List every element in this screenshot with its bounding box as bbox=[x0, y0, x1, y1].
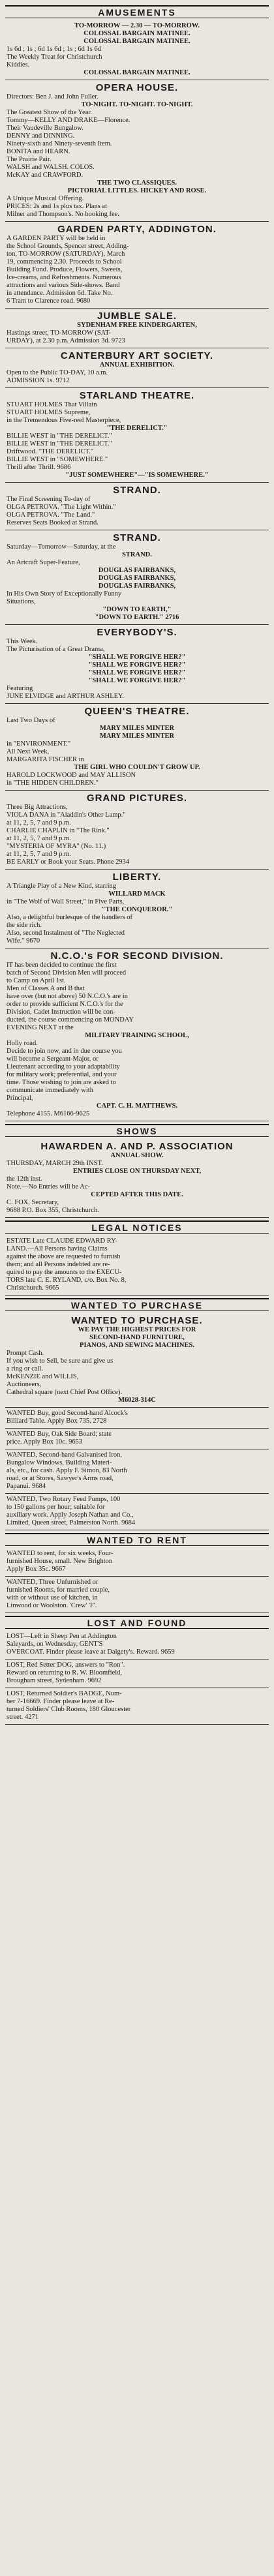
ad-line: Men of Classes A and B that bbox=[7, 985, 85, 992]
ad-line: OVERCOAT. Finder please leave at Dalgety's. Reward. 9659 bbox=[7, 1648, 175, 1656]
ad-line: The Prairie Pair. bbox=[7, 156, 52, 163]
ad-heading: HAWARDEN A. AND P. ASSOCIATION bbox=[40, 1141, 234, 1152]
ad-line: Situations, bbox=[7, 598, 36, 605]
ad-heading: WANTED TO PURCHASE. bbox=[71, 1315, 203, 1326]
ad-line: attractions and various Side-shows. Band bbox=[7, 282, 120, 289]
ad-line: Christchurch. 9665 bbox=[7, 1284, 59, 1292]
ad-line: Apply Box 35c. 9667 bbox=[7, 1566, 66, 1573]
ad-line: price. Apply Box 10c. 9653 bbox=[7, 1438, 83, 1446]
ad-line: auxiliary work. Apply Joseph Nathan and Co., bbox=[7, 1511, 134, 1519]
ad-line: BILLIE WEST in "THE DERELICT." bbox=[7, 432, 112, 440]
ad-line: at 11, 2, 5, 7 and 9 p.m. bbox=[7, 851, 71, 858]
ad-line: the 12th inst. bbox=[7, 1175, 42, 1183]
ad-line: Tommy—KELLY AND DRAKE—Florence. bbox=[7, 117, 130, 124]
ad-line: LAND.—All Persons having Claims bbox=[7, 1245, 108, 1252]
advertisement bbox=[5, 1494, 269, 1530]
ad-heading: JUMBLE SALE. bbox=[97, 311, 177, 322]
ad-line: All Next Week, bbox=[7, 748, 50, 755]
advertisement bbox=[5, 704, 269, 791]
ad-heading: EVERYBODY'S. bbox=[97, 627, 177, 638]
ad-line: WANTED to rent, for six weeks, Four- bbox=[7, 1550, 114, 1557]
ad-line: If you wish to Sell, be sure and give us bbox=[7, 1357, 114, 1365]
ad-line: Decide to join now, and in due course you bbox=[7, 1048, 122, 1055]
ad-line: TO-MORROW — 2.30 — TO-MORROW. bbox=[74, 22, 200, 29]
ad-line: URDAY), at 2.30 p.m. Admission 3d. 9723 bbox=[7, 337, 125, 344]
ad-line: ESTATE Late CLAUDE EDWARD RY- bbox=[7, 1237, 118, 1245]
ad-line: SECOND-HAND FURNITURE, bbox=[89, 1334, 185, 1341]
ad-line: ber 7-16669. Finder please leave at Re- bbox=[7, 1698, 115, 1705]
ad-line: THE GIRL WHO COULDN'T GROW UP. bbox=[74, 764, 200, 771]
ad-line: MARGARITA FISCHER in bbox=[7, 756, 84, 763]
ad-line: "SHALL WE FORGIVE HER?" bbox=[88, 677, 186, 684]
advertisement bbox=[5, 1408, 269, 1429]
advertisement bbox=[5, 625, 269, 704]
ad-line: Milner and Thompson's. No booking fee. bbox=[7, 211, 119, 218]
ad-line: to Camp on April 1st. bbox=[7, 977, 66, 984]
ad-line: 19, commencing 2.30. Proceeds to School bbox=[7, 258, 122, 265]
ad-line: the School Grounds, Spencer street, Adding- bbox=[7, 243, 129, 250]
ad-line: C. FOX, Secretary, bbox=[7, 1199, 59, 1206]
ad-line: Open to the Public TO-DAY, 10 a.m. bbox=[7, 369, 108, 376]
ad-line: ANNUAL EXHIBITION. bbox=[99, 361, 175, 369]
ad-line: batch of Second Division Men will proceed bbox=[7, 969, 127, 977]
ad-line: VIOLA DANA in "Aladdin's Other Lamp." bbox=[7, 811, 126, 819]
advertisement bbox=[5, 388, 269, 483]
ad-line: CAPT. C. H. MATTHEWS. bbox=[96, 1102, 178, 1110]
ad-line: Ice-creams, and Refreshments. Numerous bbox=[7, 274, 121, 281]
ad-line: SYDENHAM FREE KINDERGARTEN, bbox=[77, 322, 197, 329]
ad-line: OLGA PETROVA. "The Land." bbox=[7, 511, 95, 519]
ad-line: Billiard Table. Apply Box 735. 2728 bbox=[7, 1417, 107, 1425]
section-heading: LOST AND FOUND bbox=[5, 1616, 269, 1629]
ad-line: ducted, the course commencing on MONDAY bbox=[7, 1016, 134, 1023]
ad-line: als, etc., for cash. Apply F. Simon, 83 North bbox=[7, 1467, 127, 1474]
ad-line: Also, a delightful burlesque of the handlers of bbox=[7, 914, 133, 921]
ad-heading: GARDEN PARTY, ADDINGTON. bbox=[57, 224, 217, 235]
ad-line: PIANOS, AND SEWING MACHINES. bbox=[80, 1342, 194, 1349]
ad-heading: STARLAND THEATRE. bbox=[79, 390, 195, 401]
ad-line: WALSH and WALSH. COLOS. bbox=[7, 164, 95, 171]
ad-line: "THE CONQUEROR." bbox=[101, 906, 173, 913]
ad-line: Three Big Attractions, bbox=[7, 804, 68, 811]
ad-line: Telephone 4155. M6166-9625 bbox=[7, 1110, 90, 1117]
ad-heading: N.C.O.'s FOR SECOND DIVISION. bbox=[50, 950, 224, 962]
ad-line: in "THE HIDDEN CHILDREN." bbox=[7, 780, 99, 787]
ad-line: furnished Rooms, for married couple, bbox=[7, 1586, 110, 1594]
section-heading: LEGAL NOTICES bbox=[5, 1220, 269, 1234]
ad-line: LOST—Left in Sheep Pen at Addington bbox=[7, 1633, 117, 1640]
ad-line: TO-NIGHT. TO-NIGHT. TO-NIGHT. bbox=[81, 101, 193, 108]
advertisement bbox=[5, 948, 269, 1121]
ad-line: turned Soldiers' Club Rooms, 180 Gloucester bbox=[7, 1706, 131, 1713]
ad-line: WILLARD MACK bbox=[108, 890, 166, 898]
ad-line: 6 Tram to Clarence road. 9680 bbox=[7, 297, 91, 305]
ad-line: An Artcraft Super-Feature, bbox=[7, 559, 80, 566]
ad-line: communicate immediately with bbox=[7, 1087, 93, 1094]
ad-line: BE EARLY or Book your Seats. Phone 2934 bbox=[7, 858, 130, 866]
ad-line: STRAND. bbox=[122, 551, 152, 558]
ad-line: ENTRIES CLOSE ON THURSDAY NEXT, bbox=[72, 1168, 202, 1175]
ad-line: Directors: Ben J. and John Fuller. bbox=[7, 93, 99, 100]
ad-line: in "The Wolf of Wall Street," in Five Parts, bbox=[7, 898, 125, 905]
section-heading: WANTED TO RENT bbox=[5, 1533, 269, 1546]
advertisement bbox=[5, 1429, 269, 1449]
ad-line: MARY MILES MINTER bbox=[99, 725, 175, 732]
ad-line: Auctioneers, bbox=[7, 1381, 42, 1388]
ad-line: Prompt Cash. bbox=[7, 1350, 44, 1357]
ad-line: ADMISSION 1s. 9712 bbox=[7, 377, 70, 384]
ad-line: Ninety-sixth and Ninety-seventh Item. bbox=[7, 140, 112, 147]
ad-line: order to provide sufficient N.C.O.'s for the bbox=[7, 1001, 123, 1008]
ad-line: Wife." 9670 bbox=[7, 937, 40, 945]
ad-line: "JUST SOMEWHERE"—"IS SOMEWHERE." bbox=[65, 472, 209, 479]
ad-line: The Weekly Treat for Christchurch bbox=[7, 53, 102, 61]
ad-line: This Week. bbox=[7, 638, 38, 645]
ad-line: 9688 P.O. Box 355, Christchurch. bbox=[7, 1207, 99, 1214]
ad-line: DOUGLAS FAIRBANKS, bbox=[98, 583, 176, 590]
ad-line: Their Vaudeville Bungalow. bbox=[7, 125, 84, 132]
advertisement bbox=[5, 1313, 269, 1408]
section-heading: SHOWS bbox=[5, 1124, 269, 1137]
ad-line: the side rich. bbox=[7, 922, 42, 929]
ad-line: PRICES: 2s and 1s plus tax. Plans at bbox=[7, 203, 108, 210]
ad-line: DOUGLAS FAIRBANKS, bbox=[98, 567, 176, 574]
advertisement bbox=[5, 1449, 269, 1494]
advertisement bbox=[5, 1659, 269, 1688]
ad-line: Holly road. bbox=[7, 1040, 38, 1047]
ad-line: "THE DERELICT." bbox=[106, 425, 168, 432]
advertisement bbox=[5, 1688, 269, 1725]
ad-line: street. 4271 bbox=[7, 1714, 38, 1721]
ad-line: LOST, Red Setter DOG, answers to "Ron". bbox=[7, 1661, 125, 1669]
ad-line: ANNUAL SHOW. bbox=[110, 1152, 164, 1159]
ad-line: COLOSSAL BARGAIN MATINEE. bbox=[84, 30, 190, 37]
ad-line: LOST, Returned Soldier's BADGE, Num- bbox=[7, 1690, 122, 1697]
ad-line: A GARDEN PARTY will be held in bbox=[7, 235, 106, 242]
ad-line: Cathedral square (next Chief Post Office). bbox=[7, 1389, 123, 1396]
ad-line: them; and all Persons indebted are re- bbox=[7, 1261, 110, 1268]
ad-line: WANTED Buy, good Second-hand Alcock's bbox=[7, 1410, 128, 1417]
ad-line: TORS late C. E. RYLAND, c/o. Box No. 8, bbox=[7, 1277, 127, 1284]
ad-line: BILLIE WEST in "THE DERELICT." bbox=[7, 440, 112, 447]
ad-line: in "ENVIRONMENT." bbox=[7, 740, 71, 748]
ad-line: Note.—No Entries will be Ac- bbox=[7, 1183, 91, 1190]
ad-line: THE TWO CLASSIQUES. bbox=[97, 179, 177, 187]
ad-line: at 11, 2, 5, 7 and 9 p.m. bbox=[7, 819, 71, 826]
ad-line: WE PAY THE HIGHEST PRICES FOR bbox=[78, 1326, 196, 1333]
ad-line: "DOWN TO EARTH," bbox=[102, 606, 172, 613]
ad-heading: QUEEN'S THEATRE. bbox=[84, 706, 190, 717]
ad-line: McKENZIE and WILLIS, bbox=[7, 1373, 79, 1380]
ad-line: DENNY and DINNING. bbox=[7, 132, 75, 140]
ad-line: WANTED, Three Unfurnished or bbox=[7, 1579, 99, 1586]
advertisement bbox=[5, 1235, 269, 1296]
ad-line: DOUGLAS FAIRBANKS, bbox=[98, 575, 176, 582]
ad-line: Reward on returning to R. W. Bloomfield, bbox=[7, 1669, 123, 1676]
ad-line: BONITA and HEARN. bbox=[7, 148, 70, 155]
ad-line: furnished House, small. New Brighton bbox=[7, 1558, 113, 1565]
ad-line: Last Two Days of bbox=[7, 717, 55, 724]
ad-line: time. Those wishing to join are asked to bbox=[7, 1079, 116, 1086]
ad-line: Papanui. 9684 bbox=[7, 1483, 46, 1490]
advertisement bbox=[5, 20, 269, 80]
ad-line: The Picturisation of a Great Drama, bbox=[7, 646, 105, 653]
ad-line: COLOSSAL BARGAIN MATINEE. bbox=[84, 69, 190, 76]
advertisement bbox=[5, 348, 269, 388]
ad-line: in attendance. Admission 6d. Take No. bbox=[7, 290, 113, 297]
advertisement bbox=[5, 309, 269, 348]
advertisement bbox=[5, 1139, 269, 1218]
advertisement bbox=[5, 222, 269, 309]
ad-line: Hastings street, TO-MORROW (SAT- bbox=[7, 329, 112, 337]
newspaper-column bbox=[5, 0, 269, 1725]
ad-line: COLOSSAL BARGAIN MATINEE. bbox=[84, 38, 190, 45]
ad-line: "SHALL WE FORGIVE HER?" bbox=[88, 654, 186, 661]
ad-line: JUNE ELVIDGE and ARTHUR ASHLEY. bbox=[7, 693, 124, 700]
ad-line: BILLIE WEST in "SOMEWHERE." bbox=[7, 456, 108, 463]
ad-heading: STRAND. bbox=[113, 485, 161, 496]
ad-line: Principal, bbox=[7, 1095, 33, 1102]
ad-line: to 150 gallons per hour; suitable for bbox=[7, 1504, 105, 1511]
ad-line: OLGA PETROVA. "The Light Within." bbox=[7, 504, 116, 511]
ad-line: Linwood or Woolston. 'Crew' 'F'. bbox=[7, 1602, 97, 1609]
ad-line: "DOWN TO EARTH." 2716 bbox=[95, 614, 179, 621]
ad-heading: GRAND PICTURES. bbox=[86, 793, 188, 804]
ad-line: WANTED, Two Rotary Feed Pumps, 100 bbox=[7, 1496, 121, 1503]
ad-line: Saturday—Tomorrow—Saturday, at the bbox=[7, 543, 116, 551]
advertisement bbox=[5, 1631, 269, 1659]
ad-line: against the above are requested to furnish bbox=[7, 1253, 121, 1260]
ad-heading: OPERA HOUSE. bbox=[95, 82, 179, 93]
ad-line: The Greatest Show of the Year. bbox=[7, 109, 92, 116]
ad-line: Limited, Queen street, Palmerston North. 9684 bbox=[7, 1519, 136, 1526]
ad-line: McKAY and CRAWFORD. bbox=[7, 172, 84, 179]
advertisement bbox=[5, 530, 269, 625]
ad-heading: STRAND. bbox=[113, 532, 161, 543]
ad-line: at 11, 2, 5, 7 and 9 p.m. bbox=[7, 835, 71, 842]
ad-line: a ring or call. bbox=[7, 1365, 43, 1372]
ad-line: "SHALL WE FORGIVE HER?" bbox=[88, 661, 186, 669]
ad-line: STUART HOLMES That Villain bbox=[7, 401, 97, 408]
ad-line: Reserves Seats Booked at Strand. bbox=[7, 519, 99, 526]
advertisement bbox=[5, 1577, 269, 1613]
ad-line: have over (but not above) 50 N.C.O.'s are in bbox=[7, 993, 128, 1000]
ad-line: "SHALL WE FORGIVE HER?" bbox=[88, 669, 186, 676]
advertisement bbox=[5, 791, 269, 870]
ad-line: Thrill after Thrill. 9686 bbox=[7, 464, 71, 471]
ad-line: In His Own Story of Exceptionally Funny bbox=[7, 590, 122, 598]
ad-heading: CANTERBURY ART SOCIETY. bbox=[60, 350, 214, 361]
ad-heading: LIBERTY. bbox=[112, 871, 162, 883]
advertisement bbox=[5, 483, 269, 530]
ad-line: for military work; preferential, and your bbox=[7, 1071, 117, 1078]
advertisement bbox=[5, 870, 269, 948]
ad-line: CHARLIE CHAPLIN in "The Rink." bbox=[7, 827, 110, 834]
ad-line: HAROLD LOCKWOOD and MAY ALLISON bbox=[7, 772, 136, 779]
ad-line: with or without use of kitchen, in bbox=[7, 1594, 98, 1601]
ad-line: will become a Sergeant-Major, or bbox=[7, 1055, 99, 1063]
ad-line: PICTORIAL LITTLES. HICKEY AND ROSE. bbox=[67, 187, 207, 194]
section-heading: AMUSEMENTS bbox=[5, 5, 269, 18]
advertisement bbox=[5, 80, 269, 222]
ad-line: in the Tremendous Five-reel Masterpiece, bbox=[7, 417, 121, 424]
ad-line: road, or at Stores, Sawyer's Arms road, bbox=[7, 1475, 114, 1482]
ad-line: quired to pay the amounts to the EXECU- bbox=[7, 1269, 122, 1276]
ad-line: IT has been decided to continue the first bbox=[7, 962, 117, 969]
ad-line: WANTED, Second-hand Galvanised Iron, bbox=[7, 1451, 122, 1459]
ad-line: MILITARY TRAINING SCHOOL, bbox=[85, 1032, 189, 1039]
ad-line: Brougham street, Sydenham. 9692 bbox=[7, 1677, 102, 1684]
ad-line: Kiddies. bbox=[7, 61, 30, 68]
ad-line: THURSDAY, MARCH 29th INST. bbox=[7, 1160, 103, 1167]
ad-line: Building Fund. Produce, Flowers, Sweets, bbox=[7, 266, 123, 273]
ad-line: WANTED Buy, Oak Side Board; state bbox=[7, 1431, 112, 1438]
ad-line: EVENING NEXT at the bbox=[7, 1024, 74, 1031]
ad-line: A Triangle Play of a New Kind, starring bbox=[7, 883, 116, 890]
ad-line: MARY MILES MINTER bbox=[99, 733, 175, 740]
ad-line: Featuring bbox=[7, 685, 33, 692]
ad-line: CEPTED AFTER THIS DATE. bbox=[91, 1191, 183, 1198]
section-heading: WANTED TO PURCHASE bbox=[5, 1298, 269, 1311]
ad-line: The Final Screening To-day of bbox=[7, 496, 91, 503]
ad-line: STUART HOLMES Supreme, bbox=[7, 409, 91, 416]
ad-line: "MYSTERIA OF MYRA" (No. 11.) bbox=[7, 843, 106, 850]
ad-line: ton, TO-MORROW (SATURDAY), March bbox=[7, 250, 125, 258]
ad-line: Saleyards, on Wednesday, GENT'S bbox=[7, 1641, 103, 1648]
ad-line: Also, second Instalment of "The Neglected bbox=[7, 930, 125, 937]
ad-line: 1s 6d ; 1s ; 6d 1s 6d ; 1s ; 6d 1s 6d bbox=[7, 46, 101, 53]
ad-line: Driftwood. "THE DERELICT." bbox=[7, 448, 94, 455]
ad-line: M6028-314C bbox=[118, 1397, 156, 1404]
advertisement bbox=[5, 1548, 269, 1577]
ad-line: Bungalow Windows, Building Materi- bbox=[7, 1459, 112, 1466]
ad-line: Lieutenant according to your adaptability bbox=[7, 1063, 120, 1070]
ad-line: Division, Cadet Instruction will be con- bbox=[7, 1008, 115, 1016]
ad-line: A Unique Musical Offering. bbox=[7, 195, 84, 202]
